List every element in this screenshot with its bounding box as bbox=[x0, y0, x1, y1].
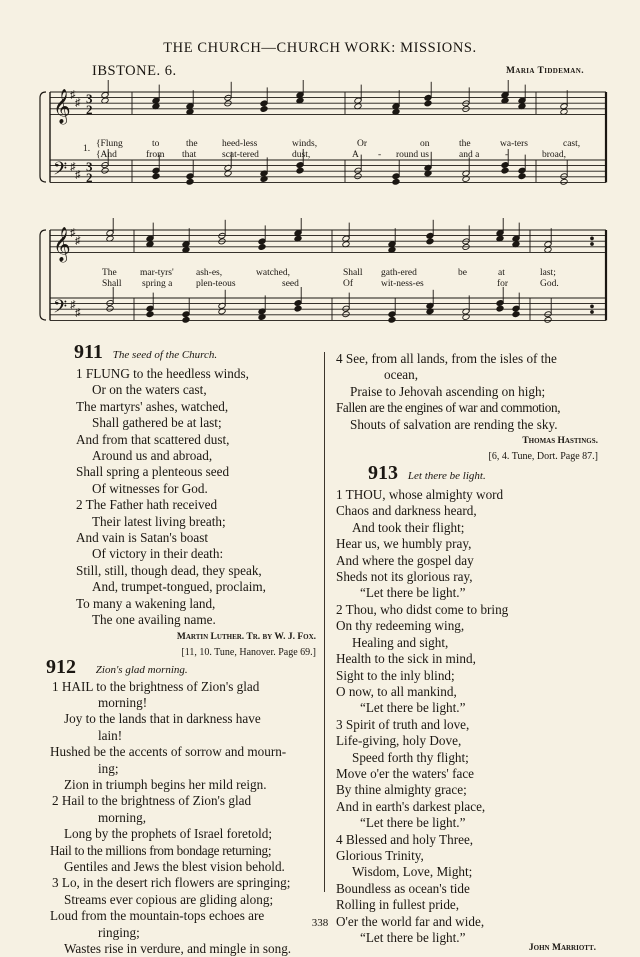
svg-text:2: 2 bbox=[86, 170, 93, 185]
hymn-line: morning! bbox=[50, 695, 322, 711]
lyric-syllable: for bbox=[497, 279, 508, 289]
lyric-syllable: Of bbox=[343, 279, 353, 289]
hymn-line: Boundless as ocean's tide bbox=[336, 881, 606, 897]
lyric-syllable: the bbox=[459, 139, 471, 149]
lyric-syllable: wa-ters bbox=[500, 139, 528, 149]
hymn-line: On thy redeeming wing, bbox=[336, 618, 606, 634]
lyric-syllable: The bbox=[102, 268, 117, 278]
hymn-line: 1 FLUNG to the heedless winds, bbox=[50, 366, 322, 382]
hymn-line: Health to the sick in mind, bbox=[336, 651, 606, 667]
hymn-line: ringing; bbox=[50, 925, 322, 941]
lyric-syllable: at bbox=[498, 268, 505, 278]
hymn-line: 2 Hail to the brightness of Zion's glad bbox=[50, 793, 322, 809]
hymn-line: Hail to the millions from bondage returning; bbox=[50, 843, 322, 859]
hymn-meta: [11, 10. Tune, Hanover. Page 69.] bbox=[50, 645, 322, 659]
svg-text:3: 3 bbox=[86, 159, 93, 174]
lyric-syllable: gath-ered bbox=[381, 268, 417, 278]
hymn-line: Glorious Trinity, bbox=[336, 848, 606, 864]
lyric-syllable: dust, bbox=[292, 150, 310, 160]
hymn-line: Healing and sight, bbox=[336, 635, 606, 651]
hymn-line: Shouts of salvation are rending the sky. bbox=[336, 417, 606, 433]
hymn-912-stanza-4 bbox=[336, 351, 606, 433]
lyric-syllable: wit-ness-es bbox=[381, 279, 424, 289]
lyric-syllable: - bbox=[378, 150, 381, 160]
hymn-line: 2 The Father hath received bbox=[50, 497, 322, 513]
hymn-line: lain! bbox=[50, 728, 322, 744]
svg-text:♯: ♯ bbox=[75, 307, 81, 319]
svg-text:♯: ♯ bbox=[75, 235, 81, 247]
hymn-line: Long by the prophets of Israel foretold; bbox=[50, 826, 322, 842]
hymn-line: And took their flight; bbox=[336, 520, 606, 536]
hymn-line: And, trumpet-tongued, proclaim, bbox=[50, 579, 322, 595]
svg-text:2: 2 bbox=[86, 102, 93, 117]
hymn-line: Around us and abroad, bbox=[50, 448, 322, 464]
hymn-line: Shall spring a plenteous seed bbox=[50, 464, 322, 480]
lyric-syllable: mar-tyrs' bbox=[140, 268, 174, 278]
music-system-2 bbox=[0, 218, 640, 338]
svg-text:♯: ♯ bbox=[70, 161, 76, 173]
hymn-line: The one availing name. bbox=[50, 612, 322, 628]
svg-text:♯: ♯ bbox=[70, 299, 76, 311]
hymn-attribution: Thomas Hastings. bbox=[336, 433, 606, 449]
hymn-line: O now, to all mankind, bbox=[336, 684, 606, 700]
hymn-subtitle: Let there be light. bbox=[408, 470, 486, 482]
hymn-attribution: Martin Luther. Tr. by W. J. Fox. bbox=[50, 629, 322, 645]
hymn-line: Sheds not its glorious ray, bbox=[336, 569, 606, 585]
lyric-syllable: {Flung bbox=[96, 139, 123, 149]
hymn-912-lines bbox=[50, 679, 322, 957]
hymn-subtitle: Zion's glad morning. bbox=[96, 664, 188, 676]
lyric-syllable: Shall bbox=[102, 279, 122, 289]
lyric-syllable: to bbox=[152, 139, 159, 149]
svg-text:♯: ♯ bbox=[75, 97, 81, 109]
hymn-line: ocean, bbox=[336, 367, 606, 383]
hymn-line: O'er the world far and wide, bbox=[336, 914, 606, 930]
lyric-syllable: God. bbox=[540, 279, 559, 289]
hymn-line: Loud from the mountain-tops echoes are bbox=[50, 908, 322, 924]
svg-text:♯: ♯ bbox=[75, 169, 81, 181]
hymn-line: 2 Thou, who didst come to bring bbox=[336, 602, 606, 618]
hymn-line: The martyrs' ashes, watched, bbox=[50, 399, 322, 415]
hymn-line: 4 Blessed and holy Three, bbox=[336, 832, 606, 848]
lyric-syllable: cast, bbox=[563, 139, 580, 149]
lyric-syllable: that bbox=[182, 150, 196, 160]
hymn-line: Sight to the inly blind; bbox=[336, 668, 606, 684]
svg-text:3: 3 bbox=[86, 91, 93, 106]
hymn-line: Chaos and darkness heard, bbox=[336, 503, 606, 519]
hymn-913-lines bbox=[336, 487, 606, 946]
lyric-syllable: spring a bbox=[142, 279, 172, 289]
lyric-syllable: winds, bbox=[292, 139, 317, 149]
svg-text:𝄞: 𝄞 bbox=[53, 89, 71, 125]
hymn-attribution: John Marriott. bbox=[336, 940, 606, 954]
lyric-syllable: broad, bbox=[542, 150, 566, 160]
hymn-line: Zion in triumph begins her mild reign. bbox=[50, 777, 322, 793]
hymn-line: Wastes rise in verdure, and mingle in song. bbox=[50, 941, 322, 957]
svg-text:𝄞: 𝄞 bbox=[53, 227, 71, 263]
hymn-line: Hushed be the accents of sorrow and mourn- bbox=[50, 744, 322, 760]
lyric-syllable: Or bbox=[357, 139, 367, 149]
hymn-line: Fallen are the engines of war and commotion, bbox=[336, 400, 606, 416]
hymn-line: Rolling in fullest pride, bbox=[336, 897, 606, 913]
hymn-line: To many a wakening land, bbox=[50, 596, 322, 612]
hymn-line: Wisdom, Love, Might; bbox=[336, 864, 606, 880]
hymn-line: “Let there be light.” bbox=[336, 815, 606, 831]
hymn-line: morning, bbox=[50, 810, 322, 826]
hymn-line: And from that scattered dust, bbox=[50, 432, 322, 448]
hymn-number: 912 bbox=[46, 656, 76, 678]
hymn-line: Joy to the lands that in darkness have bbox=[50, 711, 322, 727]
hymn-number: 911 bbox=[74, 341, 103, 363]
hymn-911 bbox=[50, 344, 322, 957]
svg-text:𝄢: 𝄢 bbox=[53, 159, 67, 184]
hymn-line: Move o'er the waters' face bbox=[336, 766, 606, 782]
lyric-syllable: watched, bbox=[256, 268, 290, 278]
lyric-syllable: from bbox=[146, 150, 164, 160]
hymn-line: Gentiles and Jews the blest vision behold. bbox=[50, 859, 322, 875]
hymn-line: Praise to Jehovah ascending on high; bbox=[336, 384, 606, 400]
lyric-syllable: on bbox=[420, 139, 430, 149]
hymn-line: Of witnesses for God. bbox=[50, 481, 322, 497]
hymn-912-continued bbox=[336, 351, 606, 954]
hymn-line: And vain is Satan's boast bbox=[50, 530, 322, 546]
page-number: 338 bbox=[0, 917, 640, 929]
hymn-911-lines bbox=[50, 366, 322, 629]
hymn-line: “Let there be light.” bbox=[336, 700, 606, 716]
page-header: THE CHURCH—CHURCH WORK: MISSIONS. bbox=[0, 40, 640, 57]
hymn-line: By thine almighty grace; bbox=[336, 782, 606, 798]
hymn-number: 913 bbox=[368, 462, 398, 484]
lyric-syllable: ash-es, bbox=[196, 268, 222, 278]
hymn-line: Their latest living breath; bbox=[50, 514, 322, 530]
hymn-line: ing; bbox=[50, 761, 322, 777]
lyric-syllable: plen-teous bbox=[196, 279, 236, 289]
svg-text:𝄢: 𝄢 bbox=[53, 297, 67, 322]
lyric-syllable: scat-tered bbox=[222, 150, 259, 160]
lyric-syllable: A bbox=[352, 150, 359, 160]
hymn-line: Or on the waters cast, bbox=[50, 382, 322, 398]
lyric-syllable: seed bbox=[282, 279, 299, 289]
lyric-syllable: heed-less bbox=[222, 139, 257, 149]
hymn-line: 3 Lo, in the desert rich flowers are springing; bbox=[50, 875, 322, 891]
lyric-syllable: round us bbox=[396, 150, 429, 160]
hymn-line: Streams ever copious are gliding along; bbox=[50, 892, 322, 908]
hymn-line: Of victory in their death: bbox=[50, 546, 322, 562]
svg-text:♯: ♯ bbox=[70, 227, 76, 239]
hymn-line: “Let there be light.” bbox=[336, 585, 606, 601]
lyric-syllable: Shall bbox=[343, 268, 363, 278]
hymn-line: Hear us, we humbly pray, bbox=[336, 536, 606, 552]
hymn-line: 3 Spirit of truth and love, bbox=[336, 717, 606, 733]
hymn-line: “Let there be light.” bbox=[336, 930, 606, 946]
tune-composer: Maria Tiddeman. bbox=[506, 66, 584, 76]
hymn-line: 1 THOU, whose almighty word bbox=[336, 487, 606, 503]
hymn-subtitle: The seed of the Church. bbox=[113, 349, 217, 361]
hymn-line: Shall gathered be at last; bbox=[50, 415, 322, 431]
hymn-line: 1 HAIL to the brightness of Zion's glad bbox=[50, 679, 322, 695]
svg-text:♯: ♯ bbox=[70, 89, 76, 101]
hymn-line: Life-giving, holy Dove, bbox=[336, 733, 606, 749]
verse-number: 1. bbox=[83, 144, 90, 154]
hymn-line: 4 See, from all lands, from the isles of the bbox=[336, 351, 606, 367]
lyric-syllable: and a bbox=[459, 150, 479, 160]
lyric-syllable: last; bbox=[540, 268, 556, 278]
hymn-line: Speed forth thy flight; bbox=[336, 750, 606, 766]
lyric-syllable: be bbox=[458, 268, 467, 278]
lyric-syllable: {And bbox=[96, 150, 117, 160]
tune-name: IBSTONE. 6. bbox=[92, 63, 177, 80]
hymn-line: And in earth's darkest place, bbox=[336, 799, 606, 815]
hymn-line: And where the gospel day bbox=[336, 553, 606, 569]
hymn-line: Still, still, though dead, they speak, bbox=[50, 563, 322, 579]
lyric-syllable: the bbox=[186, 139, 198, 149]
hymn-meta: [6, 4. Tune, Dort. Page 87.] bbox=[336, 449, 606, 465]
column-divider bbox=[324, 352, 325, 892]
lyric-syllable: - bbox=[505, 150, 508, 160]
